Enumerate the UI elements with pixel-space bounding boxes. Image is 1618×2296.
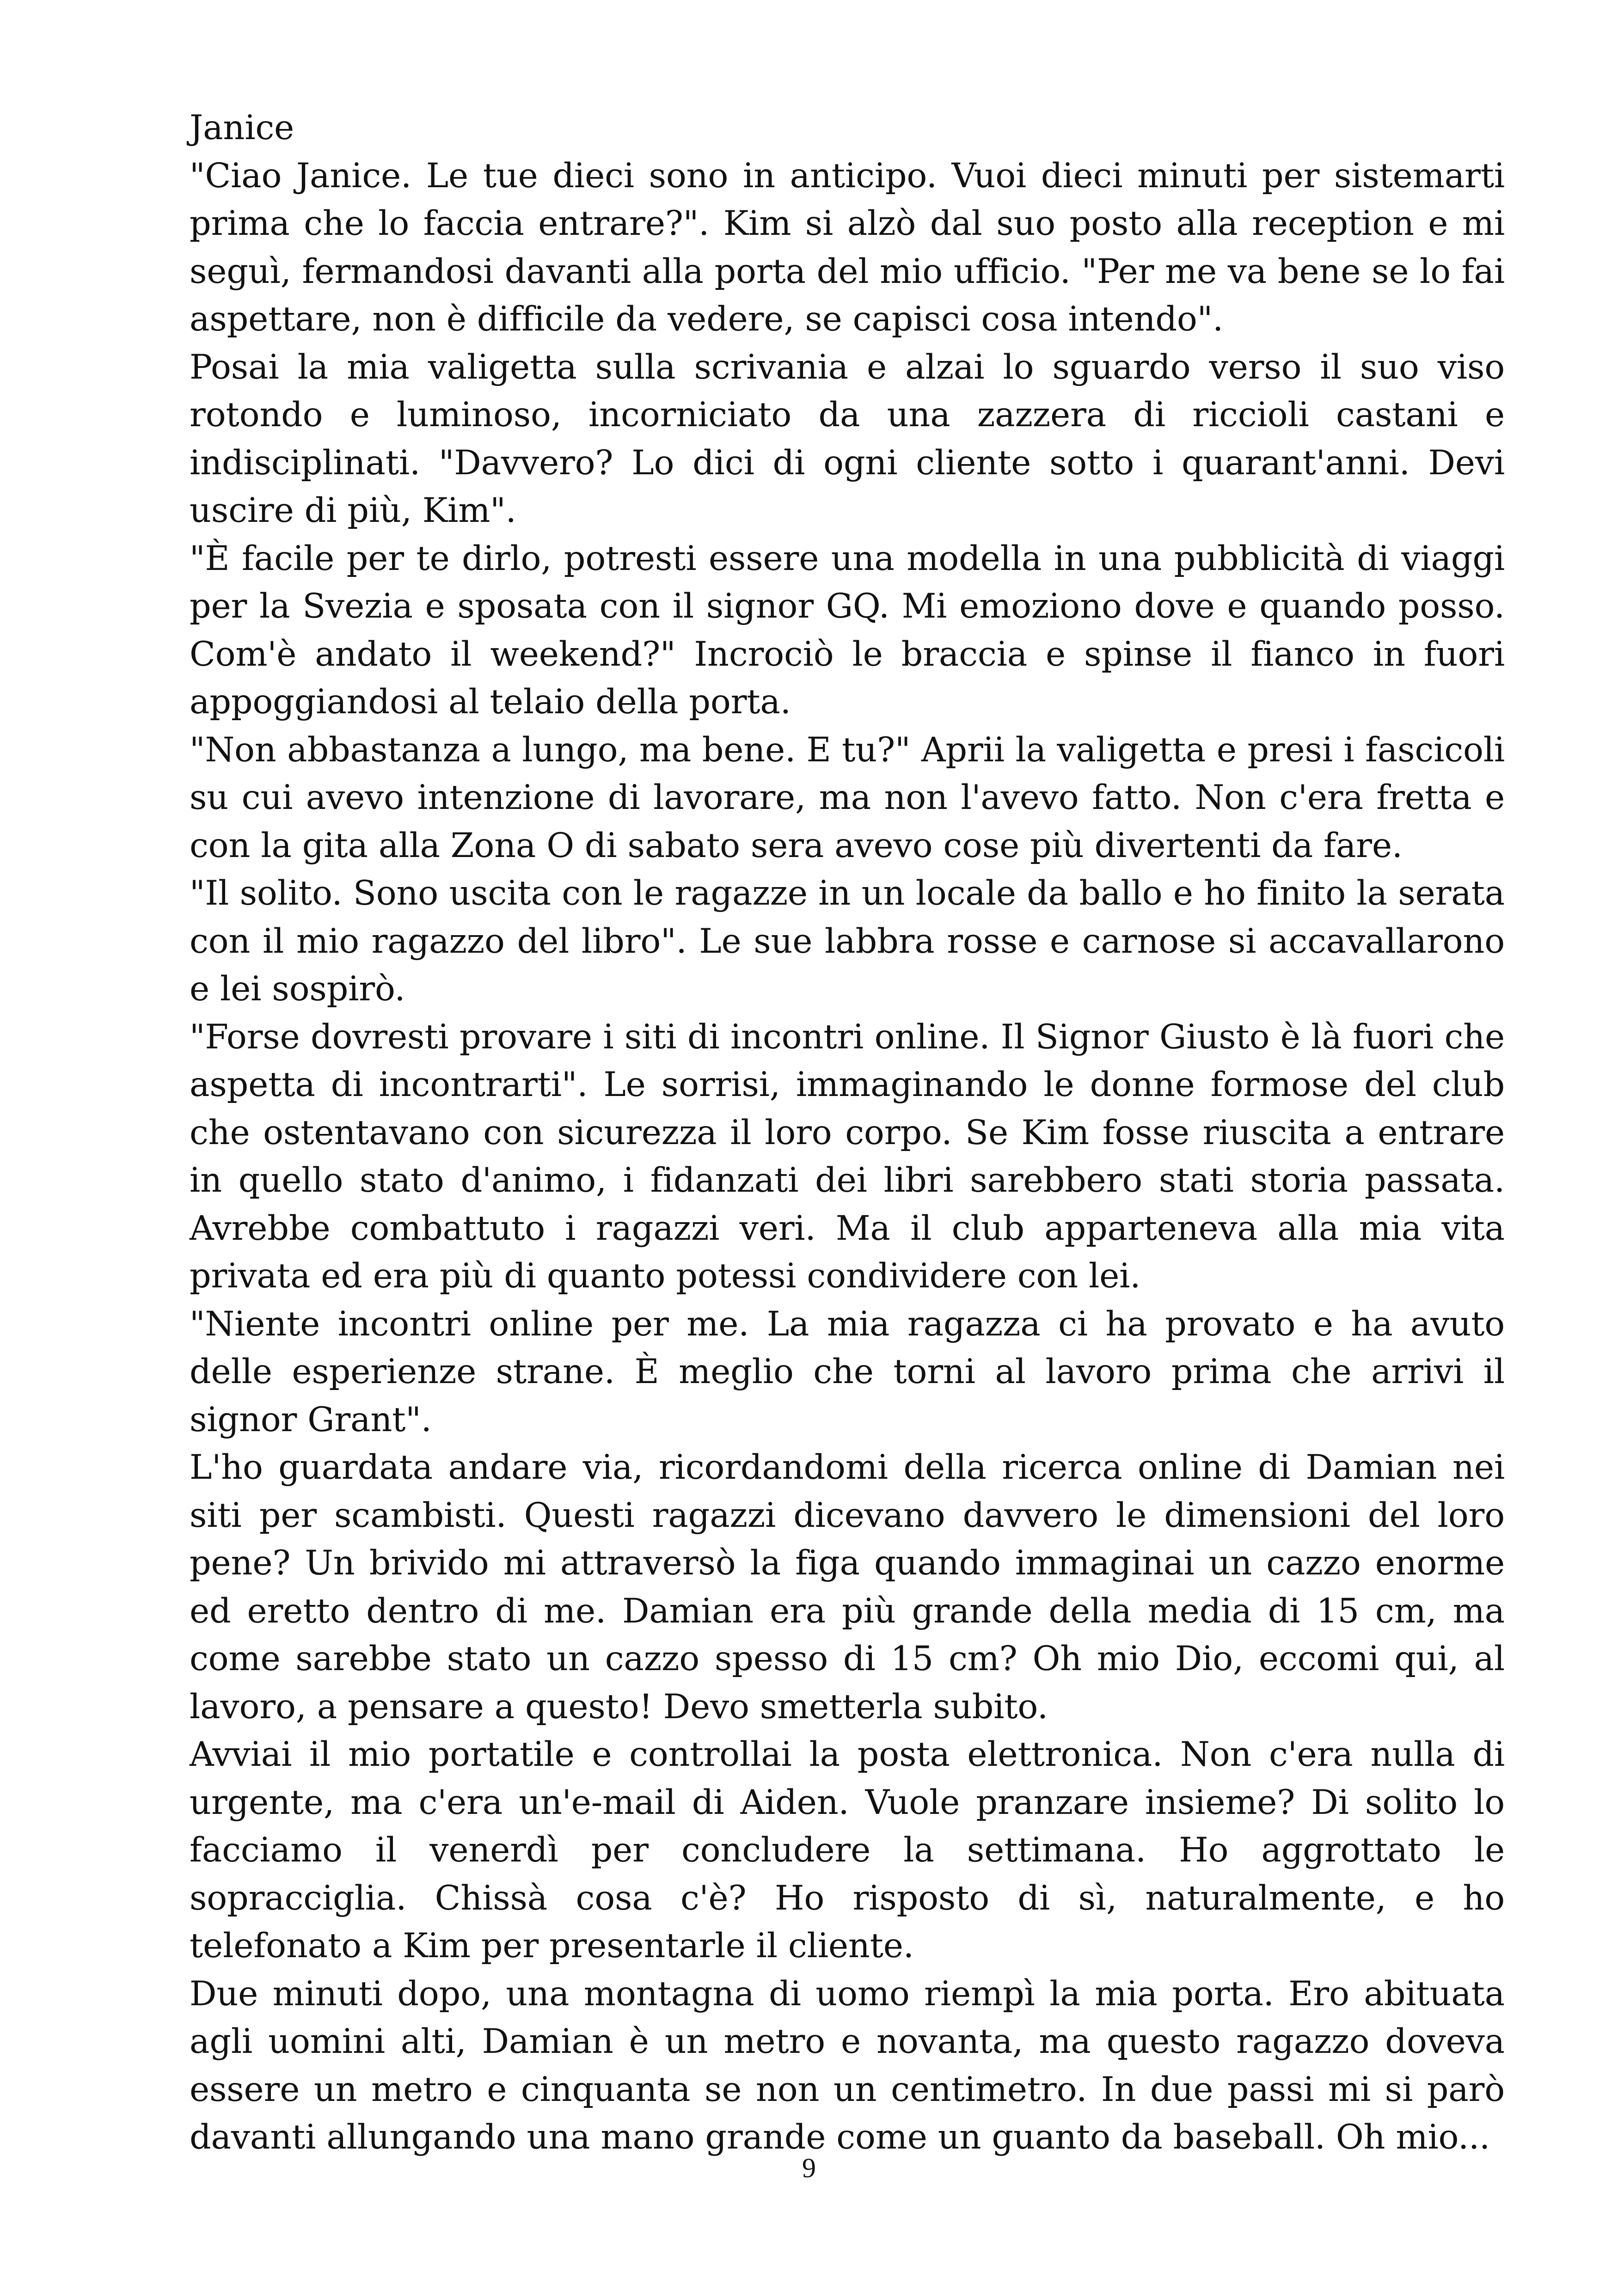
- page-number: 9: [802, 2153, 816, 2183]
- paragraph-heading-janice: Janice: [190, 108, 294, 147]
- paragraph: "Non abbastanza a lungo, ma bene. E tu?" Aprii la valigetta e presi i fascicoli su cui avevo intenzione di lavorare, ma non l'avevo fatto. Non c'era fretta e con la gita alla Zona O di sabato sera avevo cose più divertenti da fare.: [190, 730, 1505, 865]
- page-body: [190, 104, 1505, 2161]
- paragraph: Posai la mia valigetta sulla scrivania e alzai lo sguardo verso il suo viso rotondo e luminoso, incorniciato da una zazzera di riccioli castani e indisciplinati. "Davvero? Lo dici di ogni cliente sotto i quarant'anni. Devi uscire di più, Kim".: [190, 347, 1505, 530]
- paragraph: "Il solito. Sono uscita con le ragazze in un locale da ballo e ho finito la serata con il mio ragazzo del libro". Le sue labbra rosse e carnose si accavallarono e lei sospirò.: [190, 874, 1505, 1009]
- paragraph: Avviai il mio portatile e controllai la posta elettronica. Non c'era nulla di urgente, ma c'era un'e-mail di Aiden. Vuole pranzare insieme? Di solito lo facciamo il venerdì per concludere la settimana. Ho aggrottato le sopracciglia. Chissà cosa c'è? Ho risposto di sì, naturalmente, e ho telefonato a Kim per presentarle il cliente.: [190, 1735, 1505, 1965]
- paragraph: "Forse dovresti provare i siti di incontri online. Il Signor Giusto è là fuori che aspetta di incontrarti". Le sorrisi, immaginando le donne formose del club che ostentavano con sicurezza il loro corpo. Se Kim fosse riuscita a entrare in quello stato d'animo, i fidanzati dei libri sarebbero stati storia passata. Avrebbe combattuto i ragazzi veri. Ma il club apparteneva alla mia vita privata ed era più di quanto potessi condividere con lei.: [190, 1017, 1505, 1296]
- paragraph: Due minuti dopo, una montagna di uomo riempì la mia porta. Ero abituata agli uomini alti, Damian è un metro e novanta, ma questo ragazzo doveva essere un metro e cinquanta se non un centimetro. In due passi mi si parò davanti allungando una mano grande come un guanto da baseball. Oh mio...: [190, 1974, 1505, 2157]
- paragraph: "Ciao Janice. Le tue dieci sono in anticipo. Vuoi dieci minuti per sistemarti prima che lo faccia entrare?". Kim si alzò dal suo posto alla reception e mi seguì, fermandosi davanti alla porta del mio ufficio. "Per me va bene se lo fai aspettare, non è difficile da vedere, se capisci cosa intendo".: [190, 156, 1505, 339]
- paragraph: L'ho guardata andare via, ricordandomi della ricerca online di Damian nei siti per scambisti. Questi ragazzi dicevano davvero le dimensioni del loro pene? Un brivido mi attraversò la figa quando immaginai un cazzo enorme ed eretto dentro di me. Damian era più grande della media di 15 cm, ma come sarebbe stato un cazzo spesso di 15 cm? Oh mio Dio, eccomi qui, al lavoro, a pensare a questo! Devo smetterla subito.: [190, 1448, 1505, 1727]
- paragraph: "È facile per te dirlo, potresti essere una modella in una pubblicità di viaggi per la Svezia e sposata con il signor GQ. Mi emoziono dove e quando posso. Com'è andato il weekend?" Incrociò le braccia e spinse il fianco in fuori appoggiandosi al telaio della porta.: [190, 539, 1505, 722]
- paragraph: "Niente incontri online per me. La mia ragazza ci ha provato e ha avuto delle esperienze strane. È meglio che torni al lavoro prima che arrivi il signor Grant".: [190, 1304, 1505, 1439]
